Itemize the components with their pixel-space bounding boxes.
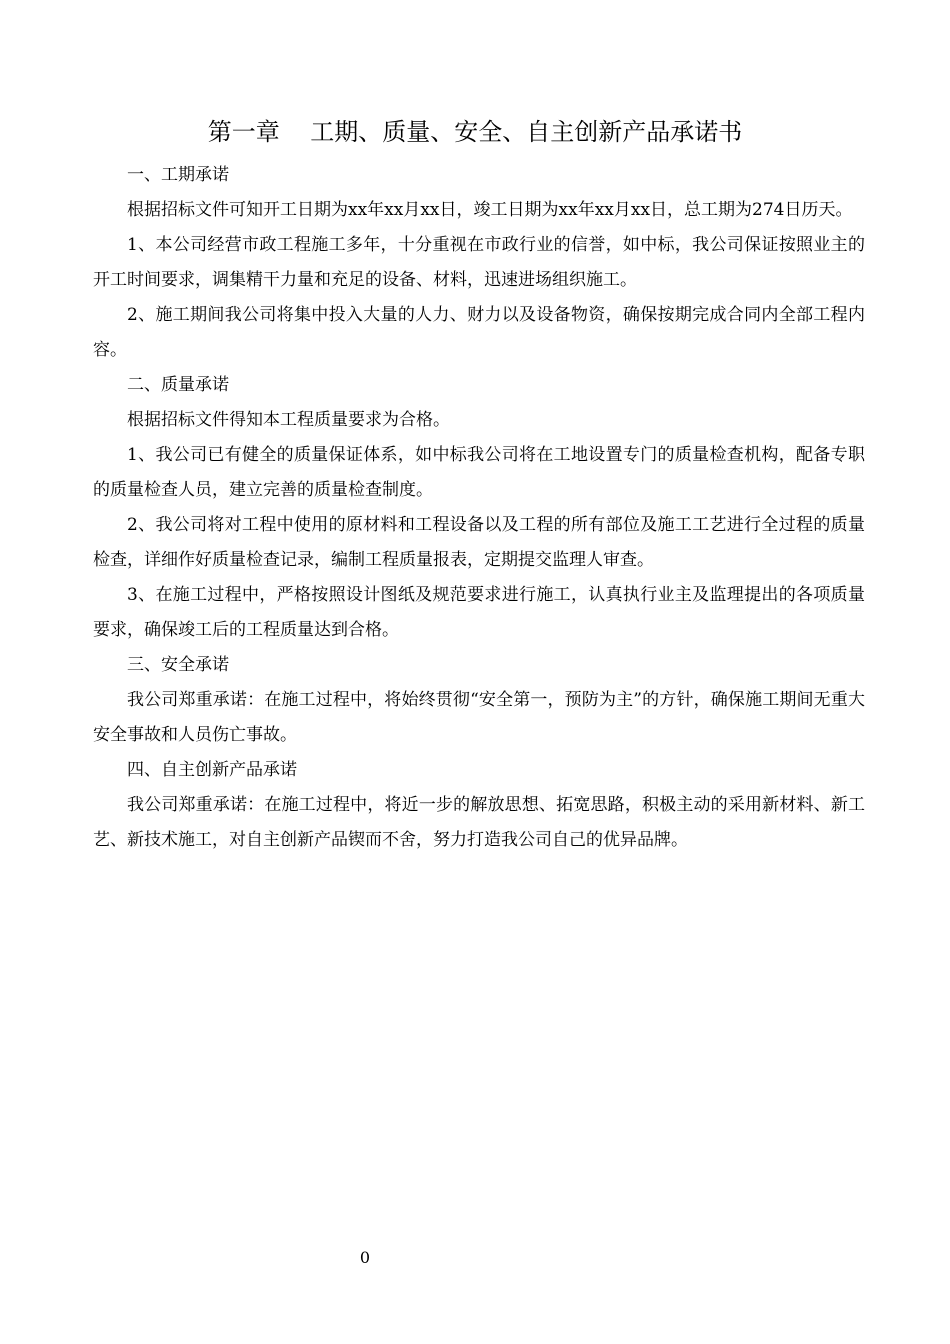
- paragraph: 3、在施工过程中，严格按照设计图纸及规范要求进行施工，认真执行业主及监理提出的各项质量要求，确保竣工后的工程质量达到合格。: [93, 585, 865, 640]
- paragraph: 1、本公司经营市政工程施工多年，十分重视在市政行业的信誉，如中标，我公司保证按照业主的开工时间要求，调集精干力量和充足的设备、材料，迅速进场组织施工。: [93, 235, 865, 290]
- section-heading-innovation: 四、自主创新产品承诺: [127, 760, 297, 780]
- section-heading-quality: 二、质量承诺: [127, 375, 229, 395]
- document-body: [93, 158, 865, 858]
- paragraph: 2、施工期间我公司将集中投入大量的人力、财力以及设备物资，确保按期完成合同内全部工程内容。: [93, 305, 865, 360]
- page-number: 0: [359, 1248, 371, 1267]
- section-heading-schedule: 一、工期承诺: [127, 165, 229, 185]
- paragraph: 我公司郑重承诺：在施工过程中，将始终贯彻“安全第一，预防为主”的方针，确保施工期间无重大安全事故和人员伤亡事故。: [93, 690, 865, 745]
- section-heading-safety: 三、安全承诺: [127, 655, 229, 675]
- paragraph: 根据招标文件得知本工程质量要求为合格。: [127, 410, 450, 430]
- paragraph: 1、我公司已有健全的质量保证体系，如中标我公司将在工地设置专门的质量检查机构，配备专职的质量检查人员，建立完善的质量检查制度。: [93, 445, 865, 500]
- paragraph: 2、我公司将对工程中使用的原材料和工程设备以及工程的所有部位及施工工艺进行全过程的质量检查，详细作好质量检查记录，编制工程质量报表，定期提交监理人审查。: [93, 515, 865, 570]
- paragraph: 我公司郑重承诺：在施工过程中，将近一步的解放思想、拓宽思路，积极主动的采用新材料、新工艺、新技术施工，对自主创新产品锲而不舍，努力打造我公司自己的优异品牌。: [93, 795, 865, 850]
- chapter-title: 第一章 工期、质量、安全、自主创新产品承诺书: [207, 118, 743, 146]
- paragraph: 根据招标文件可知开工日期为xx年xx月xx日，竣工日期为xx年xx月xx日，总工期为274日历天。: [127, 200, 853, 220]
